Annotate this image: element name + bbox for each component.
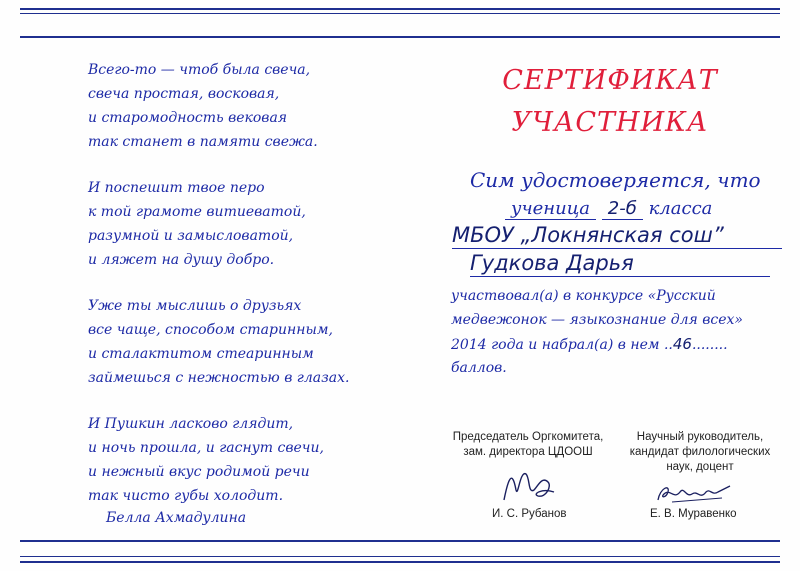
poem-line: все чаще, способом старинным, xyxy=(88,322,333,338)
left-role-line-1: Председатель Оргкомитета, xyxy=(452,431,604,443)
signature-right-image xyxy=(652,478,734,510)
student-prefix: ученица xyxy=(505,198,596,220)
signature-left-role xyxy=(428,430,628,460)
poem-stanza-4 xyxy=(88,412,388,508)
top-border-rule xyxy=(20,8,780,10)
top-border-rule-inner xyxy=(20,36,780,38)
signature-right-role xyxy=(610,430,790,475)
school-name: МБОУ „Локнянская сош” xyxy=(452,222,782,249)
bottom-border-rule-thin xyxy=(20,556,780,557)
poem-author: Белла Ахмадулина xyxy=(106,510,247,526)
bottom-border-rule xyxy=(20,561,780,563)
grade-value: 2-б xyxy=(602,198,643,220)
poem-line: и ночь прошла, и гаснут свечи, xyxy=(88,440,324,456)
body-line-3 xyxy=(451,332,791,356)
title-line-2: УЧАСТНИКА xyxy=(511,107,709,138)
certificate-body xyxy=(451,284,791,380)
body-line-4: баллов. xyxy=(451,360,507,376)
poem-line: Всего-то — чтоб была свеча, xyxy=(88,62,311,78)
poem-line: и ляжет на душу добро. xyxy=(88,252,275,268)
title-line-1: СЕРТИФИКАТ xyxy=(502,65,718,96)
class-word: класса xyxy=(648,198,713,219)
poem-line: к той грамоте витиеватой, xyxy=(88,204,306,220)
certificate-title xyxy=(460,60,760,144)
poem-line: и нежный вкус родимой речи xyxy=(88,464,310,480)
poem-stanza-3 xyxy=(88,294,388,390)
poem-line: И поспешит твое перо xyxy=(88,180,265,196)
body-line-3-prefix: 2014 года и набрал(а) в нем .. xyxy=(451,337,673,353)
bottom-border-rule-inner xyxy=(20,540,780,542)
poem-line: разумной и замысловатой, xyxy=(88,228,294,244)
signature-left-image xyxy=(498,460,558,508)
student-name: Гудкова Дарья xyxy=(470,250,770,277)
poem-line: так чисто губы холодит. xyxy=(88,488,284,504)
poem-line: И Пушкин ласково глядит, xyxy=(88,416,294,432)
poem-line: и сталактитом стеаринным xyxy=(88,346,314,362)
right-role-line-1: Научный руководитель, xyxy=(636,431,764,443)
top-border-rule-thin xyxy=(20,13,780,14)
right-role-line-3: наук, доцент xyxy=(666,461,734,473)
signature-right-name: Е. В. Муравенко xyxy=(650,508,737,520)
poem-stanza-2 xyxy=(88,176,388,272)
poem-line: Уже ты мыслишь о друзьях xyxy=(88,298,302,314)
body-line-3-suffix: ........ xyxy=(691,337,728,353)
right-role-line-2: кандидат филологических xyxy=(629,446,771,458)
student-line xyxy=(505,198,712,219)
poem-line: свеча простая, восковая, xyxy=(88,86,280,102)
left-role-line-2: зам. директора ЦДООШ xyxy=(463,446,593,458)
poem-line: так станет в памяти свежа. xyxy=(88,134,318,150)
poem xyxy=(88,58,388,530)
score-value: 46 xyxy=(672,335,692,353)
certify-statement: Сим удостоверяется, что xyxy=(470,168,761,192)
poem-stanza-1 xyxy=(88,58,388,154)
body-line-2: медвежонок — языкознание для всех» xyxy=(451,312,743,328)
poem-line: займешься с нежностью в глазах. xyxy=(88,370,350,386)
poem-line: и старомодность вековая xyxy=(88,110,288,126)
signature-left-name: И. С. Рубанов xyxy=(492,508,567,520)
body-line-1: участвовал(а) в конкурсе «Русский xyxy=(451,288,716,304)
